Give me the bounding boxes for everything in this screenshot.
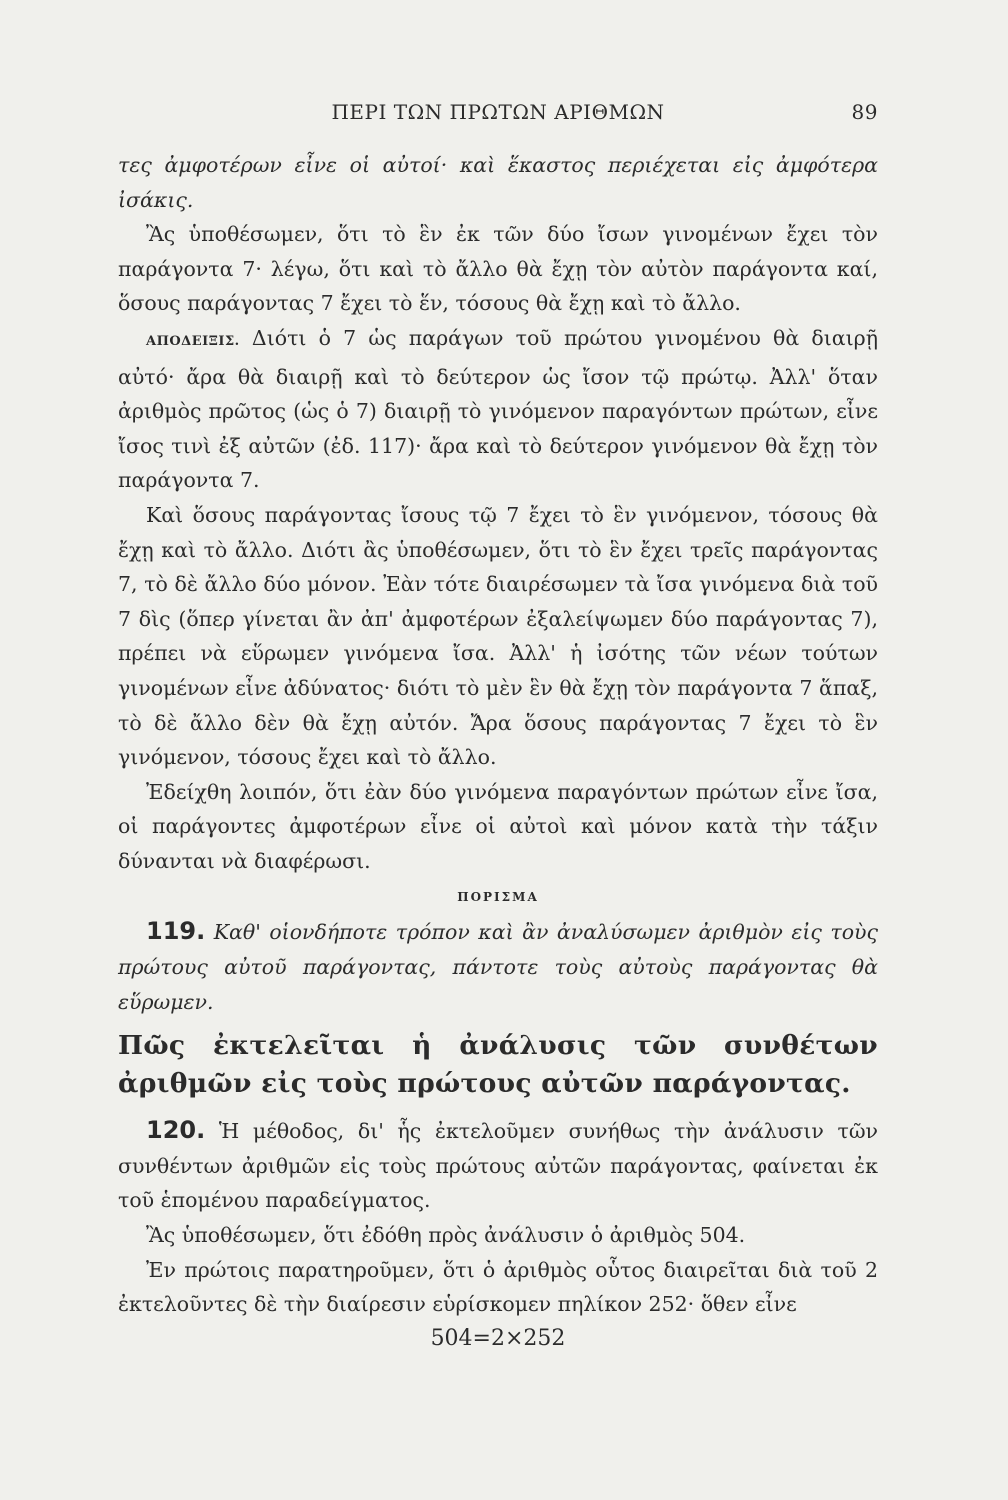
paragraph-example: Ἂς ὑποθέσωμεν, ὅτι ἐδόθη πρὸς ἀνάλυσιν ὁ ἀριθμὸς 504.	[146, 1223, 746, 1248]
proof-text: Διότι ὁ 7 ὡς παράγων τοῦ πρώτου γινομένου θὰ διαιρῇ αὐτό· ἄρα θὰ διαιρῇ καὶ τὸ δεύτερον ὡς ἴσον τῷ πρώτῳ. Ἀλλ' ὅταν ἀριθμὸς πρῶτος (ὡς ὁ 7) διαιρῇ τὸ γινόμενον παραγόντων πρώτων, εἶνε ἴσος τινὶ ἐξ αὐτῶν (ἐδ. 117)· ἄρα καὶ τὸ δεύτερον γινόμενον θὰ ἔχῃ τὸν παράγοντα 7.	[118, 325, 878, 493]
paragraph-continuation: τες ἀμφοτέρων εἶνε οἱ αὐτοί· καὶ ἕκαστος περιέχεται εἰς ἀμφότερα ἰσάκις.	[118, 153, 878, 212]
section-heading: Πῶς ἐκτελεῖται ἡ ἀνάλυσις τῶν συνθέτων ἀριθμῶν εἰς τοὺς πρώτους αὐτῶν παράγοντας.	[118, 1030, 878, 1100]
equation: 504=2×252	[430, 1325, 566, 1351]
proof-label: ΑΠΟΔΕΙΞΙΣ.	[146, 333, 240, 349]
paragraph-proof	[118, 321, 878, 498]
corollary-heading: ΠΟΡΙΣΜΑ	[457, 890, 539, 905]
section-number-119: 119.	[146, 917, 206, 946]
header-title: ΠΕΡΙ ΤΩΝ ΠΡΩΤΩΝ ΑΡΙΘΜΩΝ	[331, 100, 665, 124]
paragraph-hypothesis: Ἂς ὑποθέσωμεν, ὅτι τὸ ἓν ἐκ τῶν δύο ἴσων γινομένων ἔχει τὸν παράγοντα 7· λέγω, ὅτι καὶ τὸ ἄλλο θὰ ἔχῃ τὸν αὐτὸν παράγοντα καί, ὅσους παράγοντας 7 ἔχει τὸ ἕν, τόσους θὰ ἔχῃ καὶ τὸ ἄλλο.	[118, 222, 878, 316]
paragraph-119	[118, 914, 878, 1019]
page-body	[118, 148, 878, 1356]
paragraph-division: Ἐν πρώτοις παρατηροῦμεν, ὅτι ὁ ἀριθμὸς οὗτος διαιρεῖται διὰ τοῦ 2 ἐκτελοῦντες δὲ τὴν διαίρεσιν εὑρίσκομεν πηλίκον 252· ὅθεν εἶνε	[118, 1257, 878, 1317]
method-text: Ἡ μέθοδος, δι' ἧς ἐκτελοῦμεν συνήθως τὴν ἀνάλυσιν τῶν συνθέντων ἀριθμῶν εἰς τοὺς πρώτους αὐτῶν παράγοντας, φαίνεται ἐκ τοῦ ἑπομένου παραδείγματος.	[118, 1119, 878, 1213]
corollary-text: Καθ' οἱονδήποτε τρόπον καὶ ἂν ἀναλύσωμεν ἀριθμὸν εἰς τοὺς πρώτους αὐτοῦ παράγοντας, πάντοτε τοὺς αὐτοὺς παράγοντας θὰ εὕρωμεν.	[118, 920, 878, 1014]
paragraph-120	[118, 1113, 878, 1218]
paragraph-count-argument: Καὶ ὅσους παράγοντας ἴσους τῷ 7 ἔχει τὸ ἓν γινόμενον, τόσους θὰ ἔχῃ καὶ τὸ ἄλλο. Διότι ἂς ὑποθέσωμεν, ὅτι τὸ ἓν ἔχει τρεῖς παράγοντας 7, τὸ δὲ ἄλλο δύο μόνον. Ἐὰν τότε διαιρέσωμεν τὰ ἴσα γινόμενα διὰ τοῦ 7 δὶς (ὅπερ γίνεται ἂν ἀπ' ἀμφοτέρων ἐξαλείψωμεν δύο παράγοντας 7), πρέπει νὰ εὕρωμεν γινόμενα ἴσα. Ἀλλ' ἡ ἰσότης τῶν νέων τούτων γινομένων εἶνε ἀδύνατος· διότι τὸ μὲν ἓν θὰ ἔχῃ τὸν παράγοντα 7 ἅπαξ, τὸ δὲ ἄλλο δὲν θὰ ἔχῃ αὐτόν. Ἄρα ὅσους παράγοντας 7 ἔχει τὸ ἓν γινόμενον, τόσους ἔχει καὶ τὸ ἄλλο.	[118, 502, 878, 770]
section-number-120: 120.	[146, 1116, 206, 1145]
page-number: 89	[851, 100, 878, 124]
paragraph-conclusion: Ἐδείχθη λοιπόν, ὅτι ἐὰν δύο γινόμενα παραγόντων πρώτων εἶνε ἴσα, οἱ παράγοντες ἀμφοτέρων εἶνε οἱ αὐτοὶ καὶ μόνον κατὰ τὴν τάξιν δύνανται νὰ διαφέρωσι.	[118, 779, 878, 873]
running-header	[118, 100, 878, 134]
